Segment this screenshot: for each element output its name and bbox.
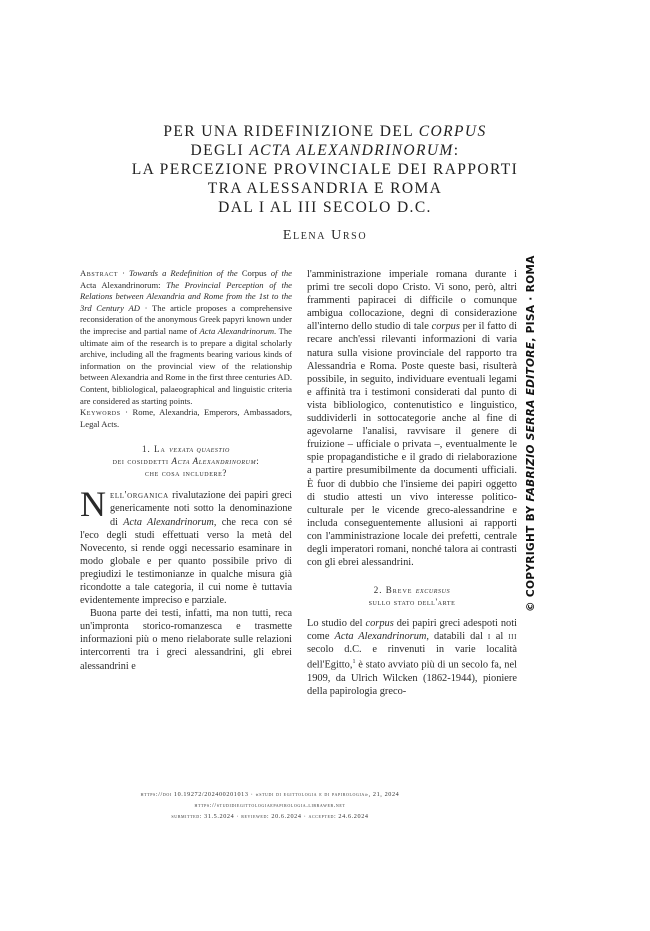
title-line-5: DAL I AL III SECOLO D.C.	[218, 199, 432, 216]
article-title	[40, 122, 610, 217]
paragraph-1: Nell'organica rivalutazione dei papiri greci genericamente noti sotto la denominazione di Acta Alexandrinorum, che reca con sé l'eco degli studi effettuati verso la metà del Novecento, si rende oggi necessario esaminare in modo globale e per quanto possibile privo di pregiudizi le testimonianze in qualche misura già ricondotte a tale categoria, il cui nome è tuttavia evidentemente impreciso e parziale.	[80, 484, 292, 607]
journal-url[interactable]: https://studidiegittologiaepapirologia.libraweb.net	[194, 802, 346, 809]
submission-dates: submitted: 31.5.2024 · reviewed: 20.6.2024 · accepted: 24.6.2024	[171, 813, 369, 820]
right-column	[307, 268, 517, 698]
section-1-heading: 1. La vexata quaestio dei cosiddetti Acta Alexandrinorum: che cosa includere?	[112, 444, 260, 479]
left-column	[80, 268, 292, 673]
section-2-heading: 2. Breve excursus sullo stato dell'arte	[368, 585, 456, 608]
author-name: Elena Urso	[282, 228, 368, 243]
title-line-2: DEGLI ACTA ALEXANDRINORUM:	[190, 142, 460, 159]
keywords: Keywords · Rome, Alexandria, Emperors, Ambassadors, Legal Acts.	[80, 407, 292, 429]
doi-line[interactable]: https://doi 10.19272/202400201013 · «studi di egittologia e di papirologia», 21, 2024	[140, 791, 400, 798]
drop-cap: N	[80, 484, 106, 525]
title-line-3: LA PERCEZIONE PROVINCIALE DEI RAPPORTI	[131, 161, 519, 178]
right-paragraph-2: Lo studio del corpus dei papiri greci adespoti noti come Acta Alexandrinorum, databili dal i al iii secolo d.C. e rinvenuti in varie località dell'Egitto,$^1$ è stato avviato più di un secolo fa, nel 1909, da Ulrich Wilcken (1862-1944), pioniere della papirologia greco-	[307, 618, 517, 698]
footnote-ref[interactable]: 1	[352, 659, 356, 666]
right-paragraph-1: l'amministrazione imperiale romana durante i primi tre secoli dopo Cristo. Vi sono, però, altri frammenti papiracei di difficile o comunque ambigua collocazione, degni di considerazione all'interno dello studio di tale corpus per il fatto di recare anch'essi rilevanti informazioni di varia natura sulla visione provinciale del rapporto tra Alessandria e Roma. Poste queste basi, risulterà possibile, in seguito, individuare eventuali legami e affinità tra i testimoni considerati dal punto di vista bibliologico, contenutistico e linguistico, suddividerli in sottocategorie anche al fine di agevolarne l'analisi, ravvisare il genere di fruizione – ufficiale o privata –, eventualmente le spie propagandistiche e il grado di rielaborazione a partire presumibilmente da documenti ufficiali. È fuor di dubbio che l'insieme dei papiri oggetto di studio attesti un vivo interesse politico-culturale per le vicende greco-alessandrine e includa conseguentemente allusioni ai rapporti con l'amministrazione locale dei prefetti, centrale degli imperatori romani, nonché talora ai contrasti con gli ebrei alessandrini.	[307, 269, 517, 569]
title-line-1: PER UNA RIDEFINIZIONE DEL CORPUS	[163, 123, 487, 140]
title-line-4: TRA ALESSANDRIA E ROMA	[207, 180, 443, 197]
abstract: Abstract · Towards a Redefinition of the Corpus of the Acta Alexandrinorum: The Provincial Perception of the Relations between Alexandria and Rome from the 1st to the 3rd Century AD · The article proposes a comprehensive reconsideration of the anonymous Greek papyri known under the imprecise and partial name of Acta Alexandrinorum. The ultimate aim of the research is to prepare a digital scholarly archive, including all the fragments bearing various kinds of information on the provincial view of the relationship between Alexandria and Rome in the first three centuries AD. Content, bibliological, palaeographical and linguistic criteria are considered as starting points.	[80, 268, 293, 406]
copyright-notice: © COPYRIGHT BY FABRIZIO SERRA EDITORE, PISA · ROMA	[525, 255, 537, 612]
paragraph-2: Buona parte dei testi, infatti, ma non tutti, reca un'impronta storico-romanzesca e trasmette informazioni più o meno rielaborate sulle relazioni intercorrenti tra i greci alessandrini, gli ebrei alessandrini e	[80, 608, 292, 672]
